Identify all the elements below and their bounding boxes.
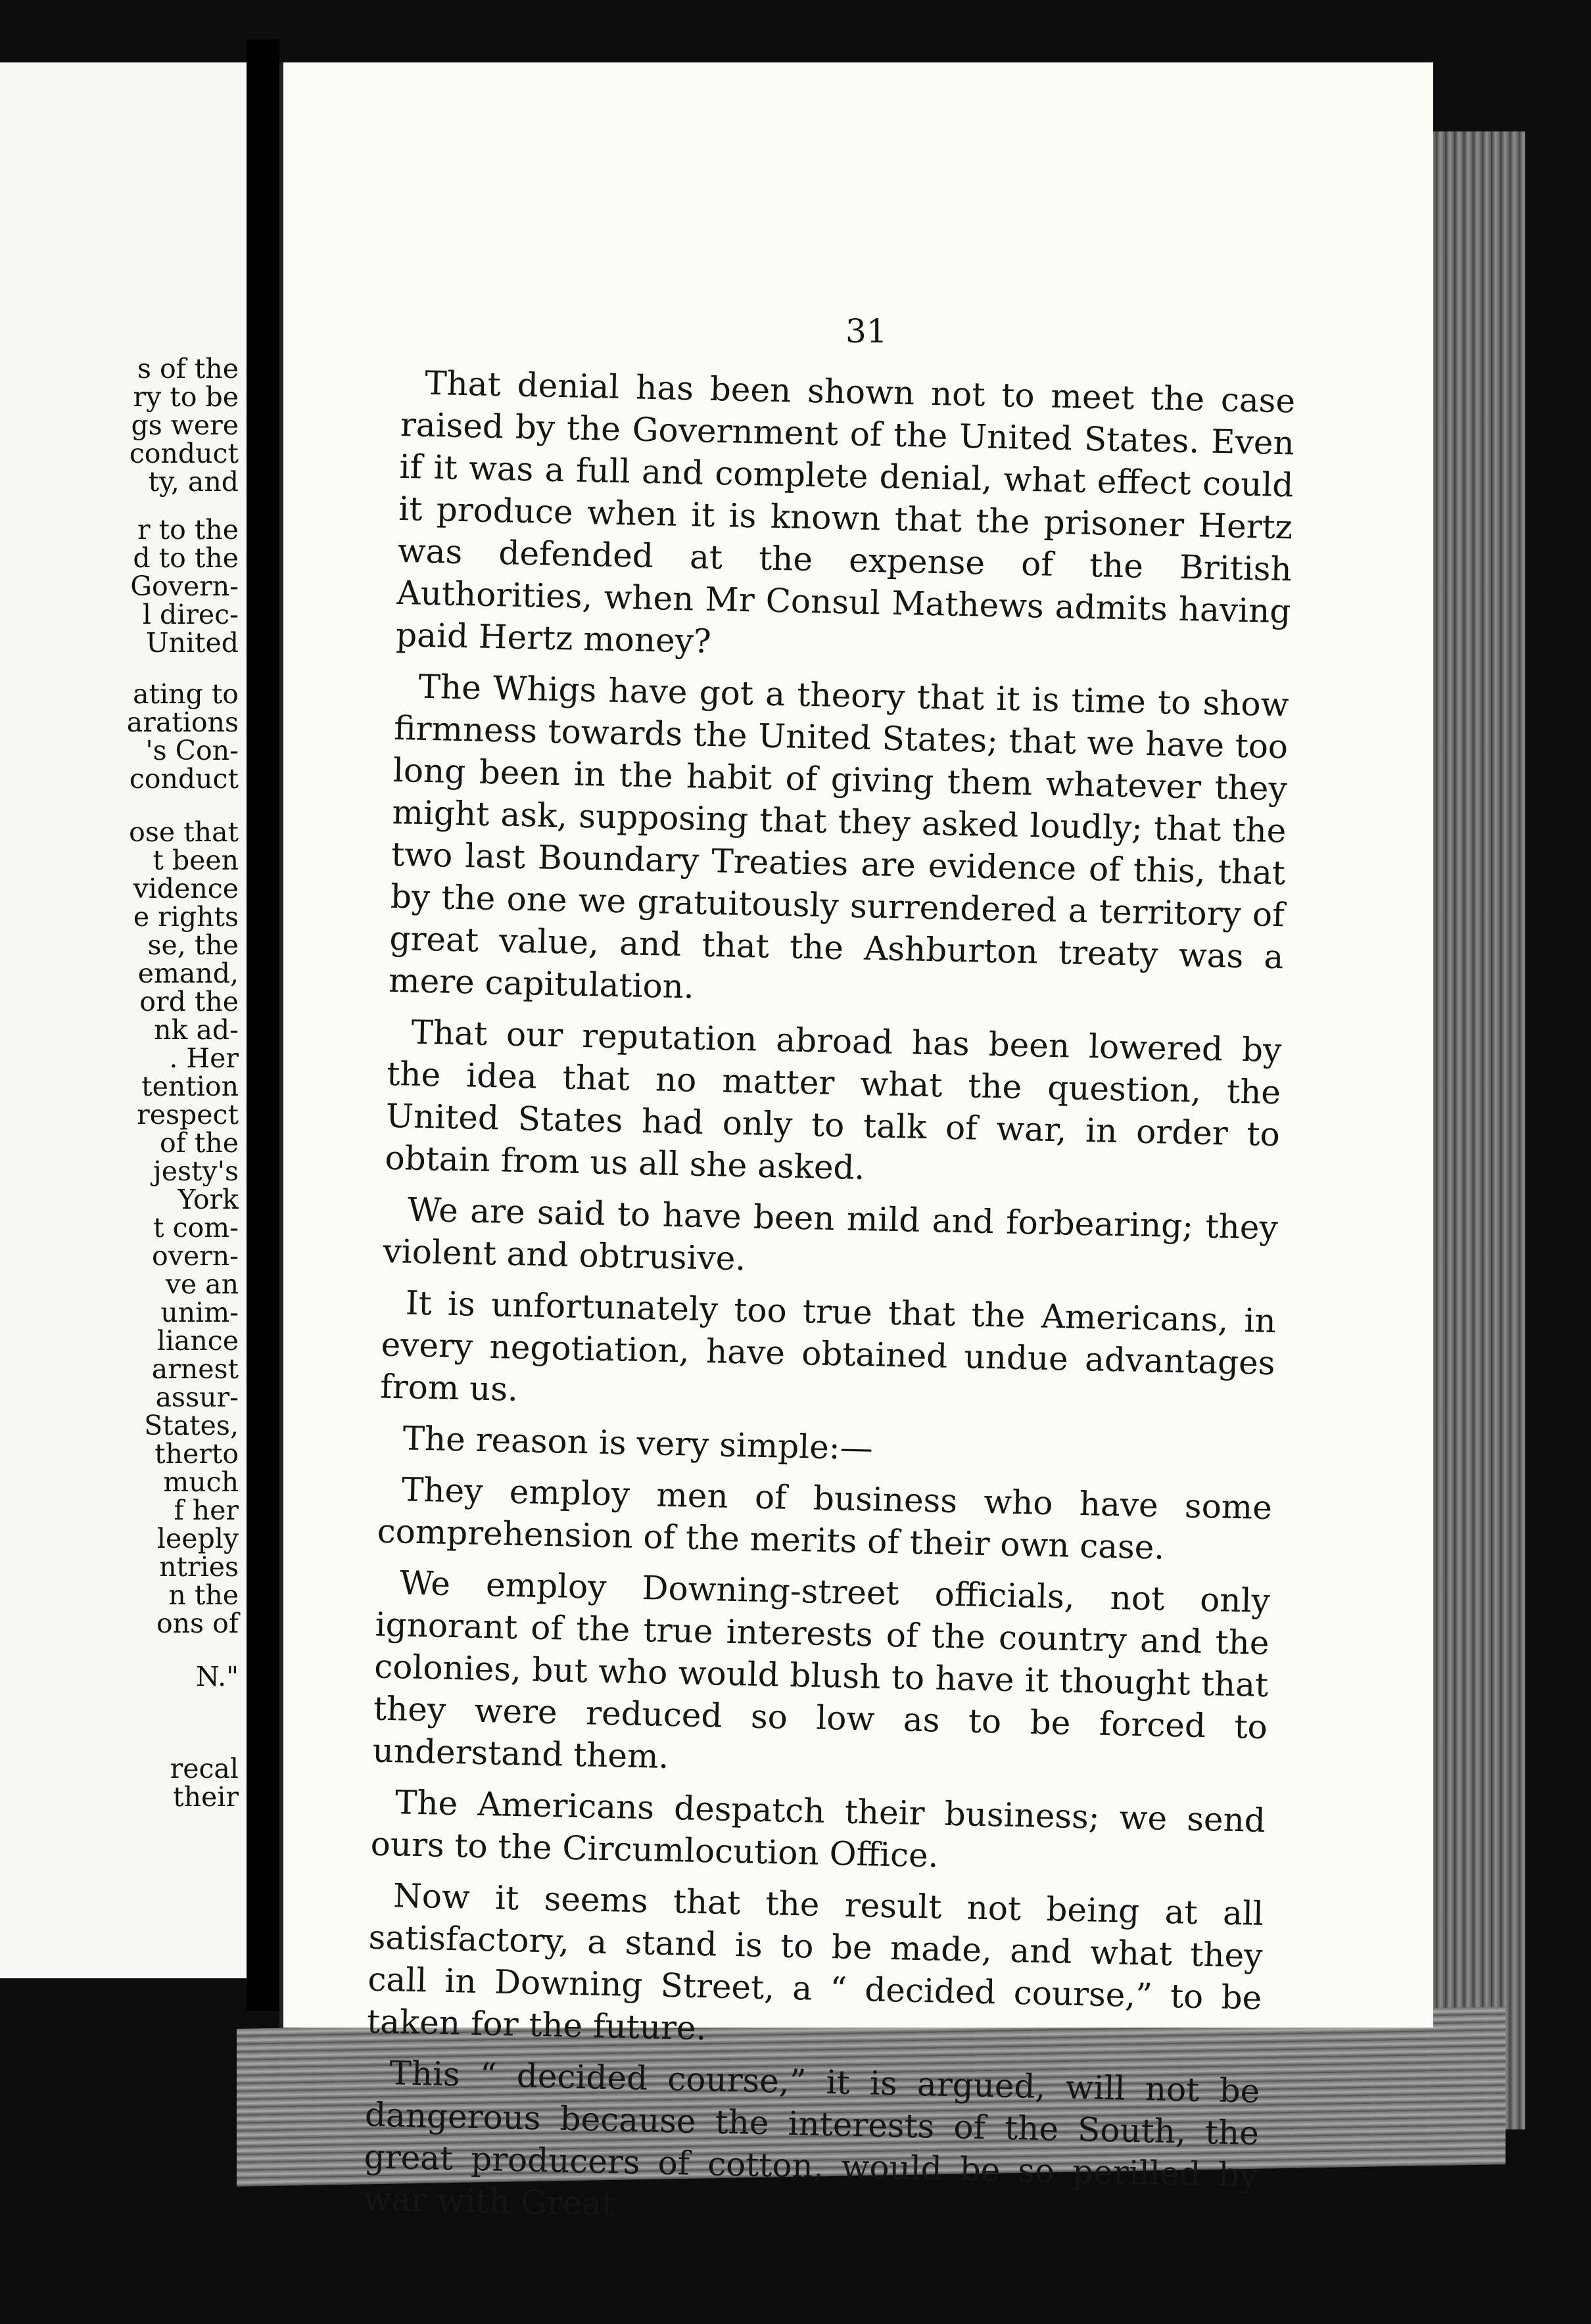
previous-page-line: United [145,627,239,659]
previous-page-line: conduct [129,438,239,469]
previous-page-line: assur- [155,1382,239,1413]
previous-page-line: se, the [147,929,239,961]
previous-page-line: ry to be [133,381,239,413]
paragraph: We employ Downing-street officials, not only ignorant of the true interests of the country and the colonies, but who would blush to have it thought that they were reduced so low as to be forced to understand them. [372,1564,1271,1776]
previous-page-line: States, [144,1410,239,1441]
previous-page-text-block [2,516,239,657]
previous-page-line: unim- [160,1297,239,1328]
previous-page-line: arnest [151,1353,239,1385]
previous-page-line: s of the [137,353,239,384]
previous-page-line: therto [154,1438,239,1470]
paragraph: Now it seems that the result not being at all satisfactory, a stand is to be made, and what they call in Downing Street, a “ decided course,” to be taken for the future. [366,1876,1264,2048]
previous-page-line: leeply [156,1523,239,1554]
previous-page-text-block [2,1663,239,1691]
previous-page-line: t been [153,845,239,876]
previous-page-line: of the [159,1127,239,1159]
previous-page-line: jesty's [153,1155,239,1187]
previous-page-line: emand, [137,958,239,989]
previous-page-line: vidence [133,873,239,904]
previous-page-line: overn- [152,1240,239,1272]
previous-page-line: ve an [165,1268,239,1300]
previous-page-line: N." [195,1661,239,1692]
previous-page-text-block [2,1755,239,1811]
previous-page-text-block [2,680,239,793]
previous-page-line: d to the [133,542,239,574]
page-number: 31 [845,312,888,350]
previous-page-line: e rights [133,901,239,933]
previous-page-text-block [2,818,239,1638]
previous-page-line: conduct [129,763,239,795]
paragraph: We are said to have been mild and forbearing; they violent and obtrusive. [383,1190,1279,1278]
previous-page-line: nk ad- [154,1014,239,1046]
paragraph: They employ men of business who have some comprehension of the merits of their own case. [377,1470,1273,1567]
previous-page-line: Govern- [130,570,239,602]
previous-page-line: ord the [139,986,239,1017]
page-stack-edge-right [1427,131,1525,2129]
previous-page-line: recal [170,1753,239,1784]
paragraph: This “ decided course,” it is argued, will not be dangerous because the interests of the South, the great producers of cotton, would be so perilled by war with Great [362,2054,1260,2223]
previous-page-line: n the [168,1579,239,1611]
previous-page-line: . Her [169,1042,239,1074]
previous-page-line: their [173,1781,239,1813]
previous-page-line: liance [156,1325,239,1357]
previous-page-line: York [178,1184,239,1215]
previous-page-line: gs were [131,409,239,441]
book-page [279,62,1433,2223]
paragraph: That denial has been shown not to meet the case raised by the Government of the United States. Even if it was a full and complete denial, what effect could it produce when it is known that the prisoner Hertz was defended at the expense of the British Authorities, when Mr Consul Mathews admits having paid Hertz money? [395,363,1296,661]
paragraph: It is unfortunately too true that the Americans, in every negotiation, have obtained undue advantages from us. [379,1284,1277,1409]
previous-page-line: r to the [137,514,239,546]
previous-page-line: respect [137,1099,239,1130]
previous-page-line: tention [141,1071,239,1102]
previous-page-line: t com- [153,1212,239,1243]
previous-page-fragment [0,62,247,1978]
book-gutter [247,39,279,2011]
paragraph: The reason is very simple:— [402,1419,874,1468]
paragraph: The Americans despatch their business; we send ours to the Circumlocution Office. [370,1783,1266,1875]
previous-page-line: l direc- [142,599,239,630]
previous-page-line: ating to [133,678,239,710]
previous-page-line: f her [174,1495,239,1526]
previous-page-line: ntries [159,1551,239,1583]
paragraph: That our reputation abroad has been lowered by the idea that no matter what the question, the United States had only to talk of war, in order to obtain from us all she asked. [385,1013,1282,1188]
previous-page-line: ons of [156,1608,239,1639]
previous-page-line: ose that [129,816,239,848]
previous-page-line: much [163,1466,239,1498]
previous-page-line: ty, and [148,466,239,498]
previous-page-line: arations [126,707,239,738]
previous-page-line: 's Con- [145,735,239,766]
paragraph: The Whigs have got a theory that it is time to show firmness towards the United States; that we have too long been in the habit of giving them whatever they might ask, supposing that they asked loudly; that the two last Boundary Treaties are evidence of this, that by the one we gratuitously surrendered a territory of great value, and that the Ashburton treaty was a mere capitulation. [388,667,1289,1006]
page-body-text [363,361,1296,2239]
previous-page-text-block [2,355,239,496]
